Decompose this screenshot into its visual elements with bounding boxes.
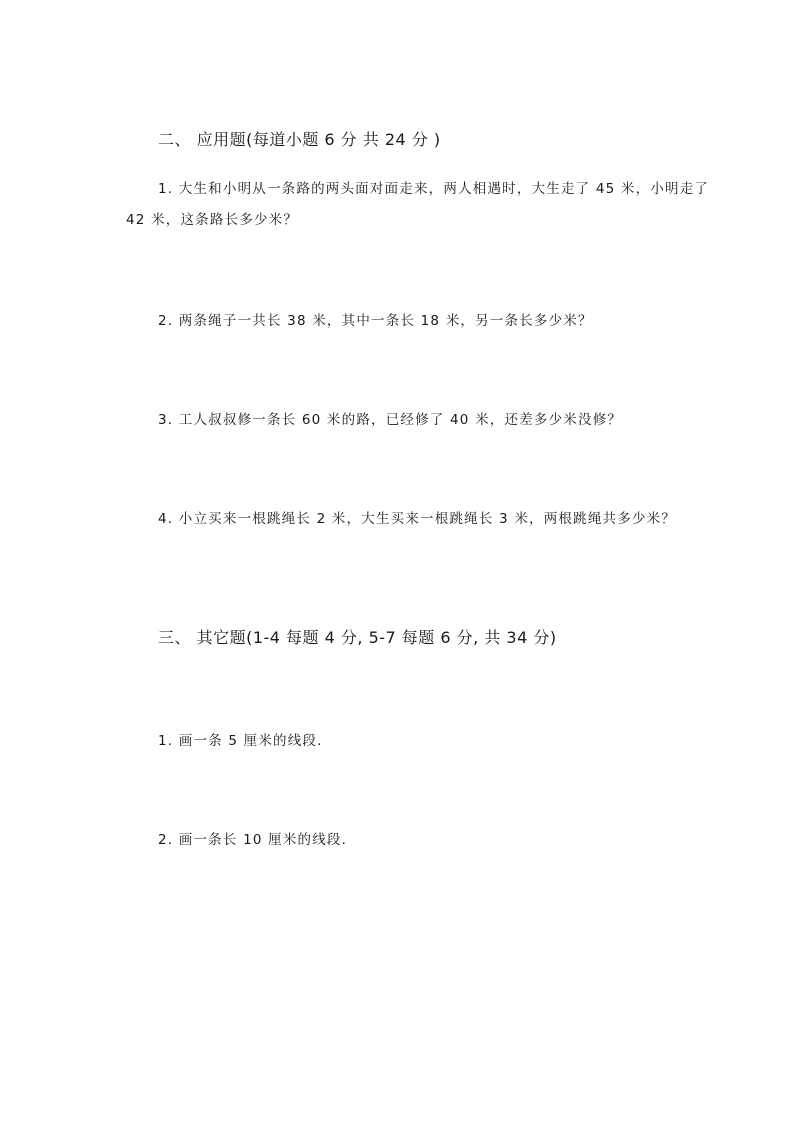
question-item: 2. 画一条长 10 厘米的线段. [158,832,348,848]
section-heading-applied-problems: 二、 应用题(每道小题 6 分 共 24 分 ) [158,130,441,149]
question-item: 1. 画一条 5 厘米的线段. [158,733,323,749]
section-heading-other-problems: 三、 其它题(1-4 每题 4 分, 5-7 每题 6 分, 共 34 分) [158,628,557,647]
question-item: 4. 小立买来一根跳绳长 2 米，大生买来一根跳绳长 3 米，两根跳绳共多少米？ [158,511,677,527]
question-item: 3. 工人叔叔修一条长 60 米的路，已经修了 40 米，还差多少米没修？ [158,412,623,428]
question-item: 1. 大生和小明从一条路的两头面对面走来，两人相遇时，大生走了 45 米，小明走了 42 米，这条路长多少米？ [126,181,710,228]
question-item: 2. 两条绳子一共长 38 米，其中一条长 18 米，另一条长多少米？ [158,313,593,329]
